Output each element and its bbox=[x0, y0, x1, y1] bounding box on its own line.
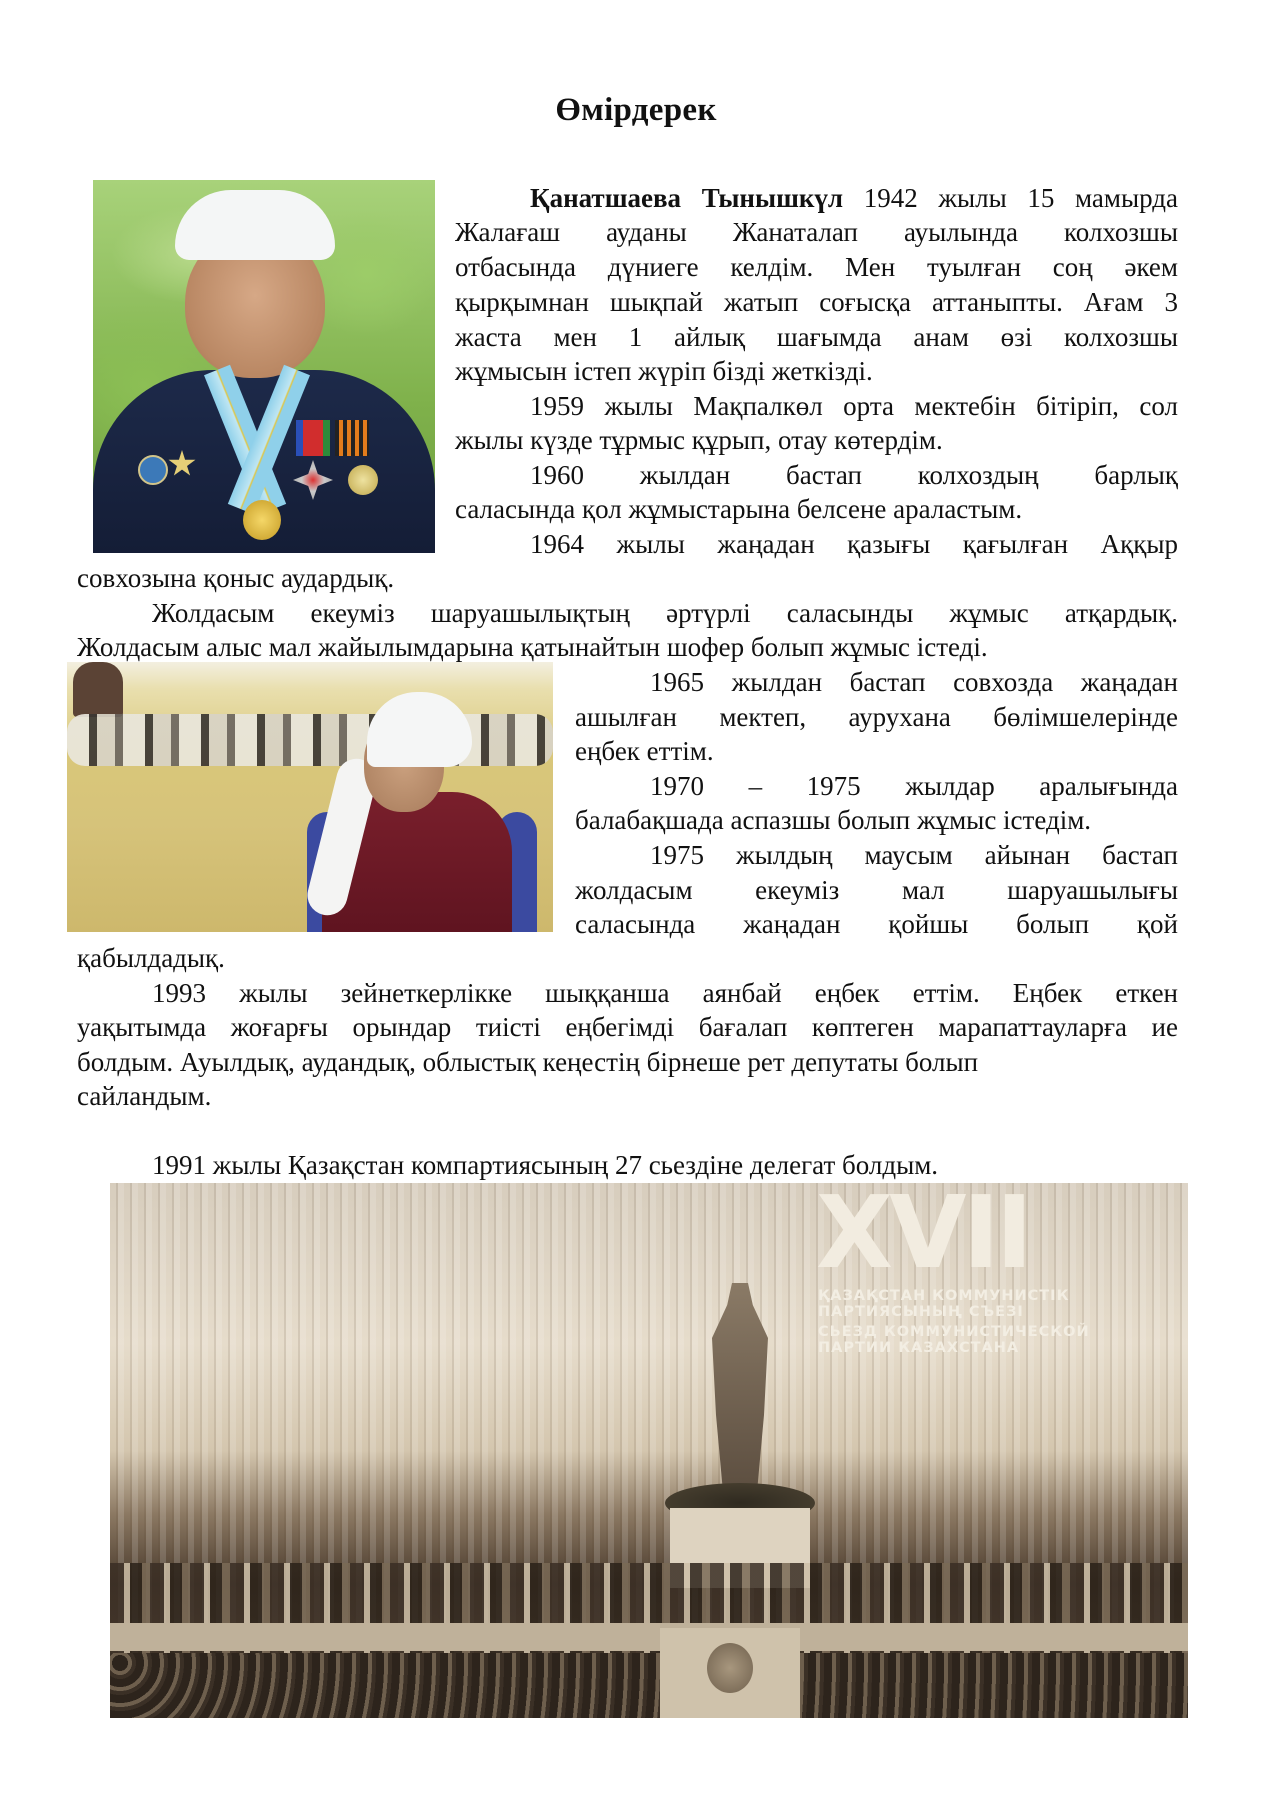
paragraph-line: жаста мен 1 айлық шағымда анам өзі колхозшы bbox=[455, 322, 1178, 352]
medal-ribbon-icon bbox=[296, 420, 330, 456]
photo-detail-horse-rider bbox=[73, 662, 123, 717]
paragraph-line: жылы күзде тұрмыс құрып, отау көтердім. bbox=[455, 425, 943, 455]
paragraph-line: 1965 жылдан бастап совхозда жаңадан bbox=[650, 667, 1178, 697]
text-span: 1942 жылы 15 мамырда bbox=[843, 183, 1178, 213]
emblem-icon bbox=[707, 1643, 753, 1693]
paragraph-line: болдым. Ауылдық, аудандық, облыстық кеңестің бірнеше рет депутаты болып bbox=[77, 1047, 979, 1077]
paragraph-line: 1975 жылдың маусым айынан бастап bbox=[650, 840, 1178, 870]
steppe-photo bbox=[67, 662, 553, 932]
portrait-photo bbox=[93, 180, 435, 553]
paragraph-line: Жолдасым екеуміз шаруашылықтың әртүрлі саласынды жұмыс атқардық. bbox=[152, 598, 1178, 628]
medal-icon bbox=[348, 465, 378, 495]
badge-icon bbox=[138, 455, 168, 485]
paragraph-line: отбасында дүниеге келдім. Мен туылған соң әкем bbox=[455, 252, 1178, 282]
paragraph-line: 1964 жылы жаңадан қазығы қағылған Аққыр bbox=[530, 529, 1178, 559]
paragraph-line: қабылдадық. bbox=[77, 943, 225, 973]
paragraph-line: қырқымнан шықпай жатып соғысқа аттаныпты. Ағам 3 bbox=[455, 287, 1178, 317]
paragraph-line: еңбек еттім. bbox=[575, 736, 714, 766]
paragraph-line: сайландым. bbox=[77, 1081, 212, 1111]
congress-photo bbox=[110, 1183, 1188, 1718]
congress-banner bbox=[818, 1288, 1093, 1356]
paragraph-line: Жолдасым алыс мал жайылымдарына қатынайтын шофер болып жұмыс істеді. bbox=[77, 632, 988, 662]
page-title: Өмірдерек bbox=[555, 92, 717, 128]
paragraph-line: 1991 жылы Қазақстан компартиясының 27 сьездіне делегат болдым. bbox=[152, 1150, 939, 1180]
paragraph-line: 1993 жылы зейнеткерлікке шыққанша аянбай еңбек еттім. Еңбек еткен bbox=[152, 978, 1178, 1008]
banner-line: ПАРТИИ КАЗАХСТАНА bbox=[818, 1340, 1020, 1356]
banner-line: СЬЕЗД КОММУНИСТИЧЕСКОЙ bbox=[818, 1324, 1090, 1340]
paragraph-line: уақытымда жоғарғы орындар тиісті еңбегімді бағалап көптеген марапаттауларға ие bbox=[77, 1012, 1178, 1042]
photo-detail-tribune bbox=[110, 1623, 1188, 1651]
paragraph-line: 1960 жылдан бастап колхоздың барлық bbox=[530, 460, 1178, 490]
photo-detail-audience bbox=[110, 1653, 1188, 1718]
banner-line: ҚАЗАҚСТАН КОММУНИСТІК bbox=[818, 1288, 1070, 1304]
paragraph-line: 1959 жылы Мақпалкөл орта мектебін бітіріп, сол bbox=[530, 391, 1178, 421]
photo-detail-headscarf bbox=[175, 190, 335, 260]
paragraph-line: 1970 – 1975 жылдар аралығында bbox=[650, 771, 1178, 801]
photo-detail-statue bbox=[700, 1283, 780, 1503]
congress-numeral: XVII bbox=[816, 1183, 1029, 1291]
paragraph-line: ашылған мектеп, аурухана бөлімшелерінде bbox=[575, 702, 1178, 732]
paragraph-line: совхозына қоныс аудардық. bbox=[77, 563, 395, 593]
medal-ribbon-icon bbox=[335, 420, 369, 456]
paragraph-line bbox=[455, 181, 1178, 215]
photo-detail-headscarf bbox=[367, 692, 472, 767]
paragraph-line: саласында жаңадан қойшы болып қой bbox=[575, 909, 1178, 939]
paragraph-line: жолдасым екеуміз мал шаруашылығы bbox=[575, 875, 1178, 905]
photo-detail-flock bbox=[67, 714, 553, 766]
paragraph-line: Жалағаш ауданы Жанаталап ауылында колхозшы bbox=[455, 217, 1178, 247]
paragraph-line: жұмысын істеп жүріп бізді жеткізді. bbox=[455, 356, 873, 386]
author-name: Қанатшаева Тынышкүл bbox=[530, 183, 844, 213]
paragraph-line: балабақшада аспазшы болып жұмыс істедім. bbox=[575, 805, 1092, 835]
banner-line: ПАРТИЯСЫНЫҢ СЪЕЗІ bbox=[818, 1304, 1024, 1320]
paragraph-line: саласында қол жұмыстарына белсене араластым. bbox=[455, 494, 1023, 524]
medal-icon bbox=[243, 500, 281, 540]
